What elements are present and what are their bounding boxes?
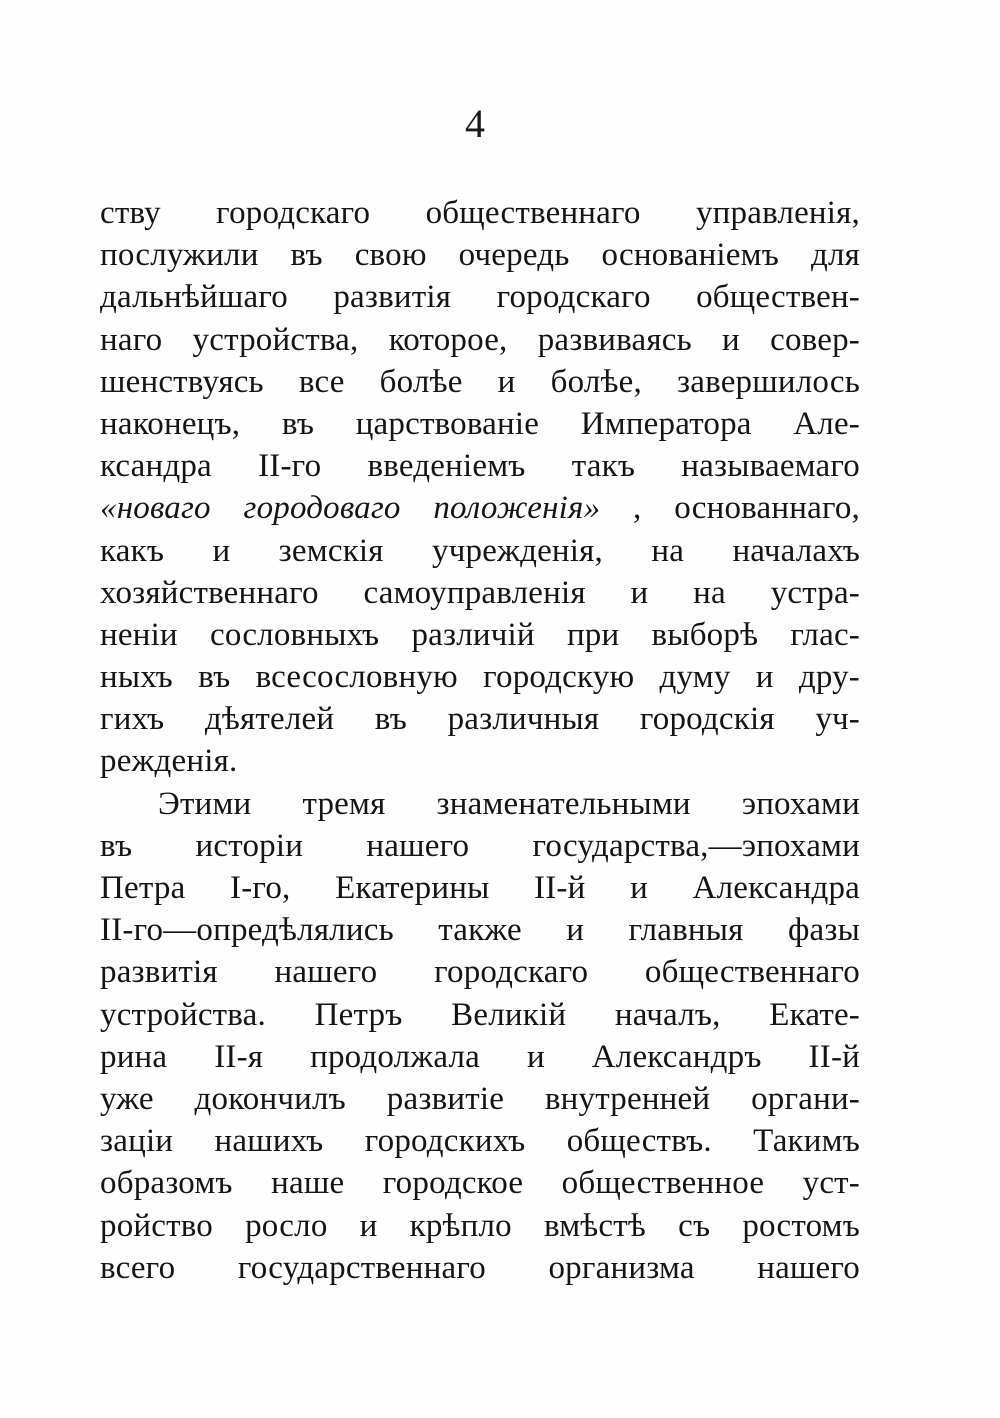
- text-line: какъ и земскія учрежденія, на началахъ: [100, 532, 860, 569]
- text-line: наконецъ, въ царствованіе Императора Але-: [100, 405, 860, 442]
- text-line: образомъ наше городское общественное уст-: [100, 1165, 860, 1202]
- text-line: устройства. Петръ Великій началъ, Екате-: [100, 996, 860, 1033]
- text-line: Петра I-го, Екатерины II-й и Александра: [100, 870, 860, 906]
- body-text: [100, 192, 860, 1289]
- text-line: наго устройства, которое, развиваясь и совер-: [100, 321, 860, 358]
- text-line: гихъ дѣятелей въ различныя городскія уч-: [100, 701, 860, 738]
- text-line: шенствуясь все болѣе и болѣе, завершилось: [100, 363, 860, 400]
- text-line: хозяйственнаго самоуправленія и на устра-: [100, 574, 860, 611]
- text-line: дальнѣйшаго развитія городскаго обществен-: [100, 279, 860, 316]
- italic-quote: «новаго городоваго положенія»: [100, 490, 601, 527]
- text-line: послужили въ свою очередь основаніемъ для: [100, 237, 860, 274]
- text-line: неніи сословныхъ различій при выборѣ глас-: [100, 616, 860, 653]
- text-line: ксандра II-го введеніемъ такъ называемаго: [100, 448, 860, 485]
- text-line: ныхъ въ всесословную городскую думу и дру-: [100, 659, 860, 696]
- paragraph-start-line: Этими тремя знаменательными эпохами: [158, 785, 860, 822]
- text-line: ройство росло и крѣпло вмѣстѣ съ ростомъ: [100, 1207, 860, 1244]
- text-segment: , основаннаго,: [600, 490, 861, 527]
- text-line: уже докончилъ развитіе внутренней органи-: [100, 1080, 860, 1117]
- text-line: [100, 487, 860, 529]
- text-line: развитія нашего городскаго общественнаго: [100, 954, 860, 991]
- text-line: ству городскаго общественнаго управленія,: [100, 195, 860, 231]
- text-line: всего государственнаго организма нашего: [100, 1249, 860, 1286]
- text-line: II-го—опредѣлялись также и главныя фазы: [100, 912, 860, 949]
- text-line: рина II-я продолжала и Александръ II-й: [100, 1038, 860, 1075]
- page-number: 4: [465, 101, 485, 146]
- paragraph-end-line: режденія.: [100, 743, 238, 780]
- text-line: въ исторіи нашего государства,—эпохами: [100, 827, 860, 864]
- text-line: заціи нашихъ городскихъ обществъ. Такимъ: [100, 1123, 860, 1160]
